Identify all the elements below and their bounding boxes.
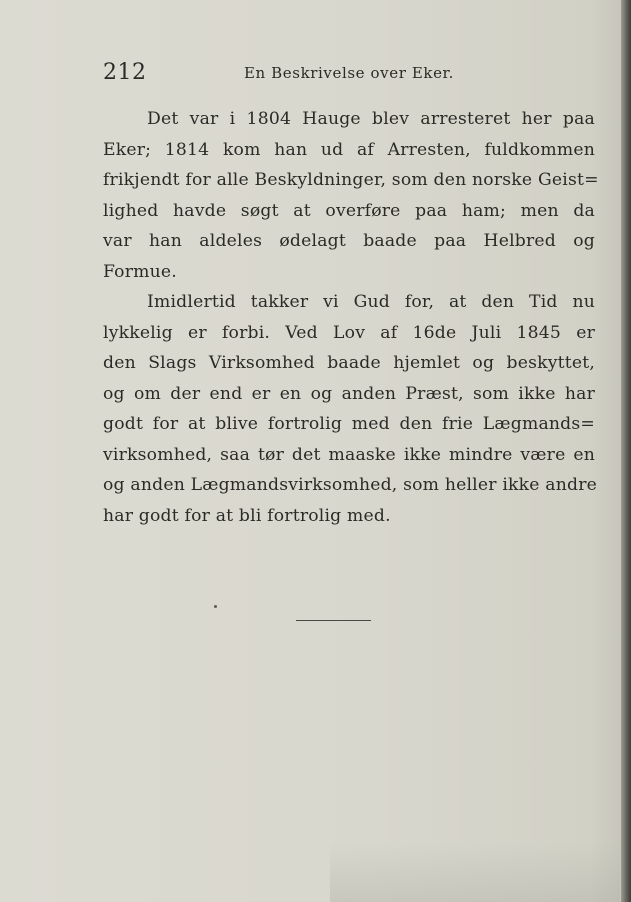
text-line: og anden Lægmandsvirksomhed, som heller ikke andre (103, 475, 598, 495)
page-header (103, 58, 598, 88)
text-line: lykkelig er forbi. Ved Lov af 16de Juli 1845 er (103, 322, 595, 343)
text-line: Eker; 1814 kom han ud af Arresten, fuldkommen (103, 139, 595, 160)
page-number: 212 (103, 60, 147, 85)
paragraph-1 (103, 104, 599, 287)
page-edge-shadow (621, 0, 631, 902)
text-line: og om der end er en og anden Præst, som ikke har (103, 383, 595, 404)
paragraph-2 (103, 287, 598, 531)
end-rule (296, 620, 371, 621)
running-head: En Beskrivelse over Eker. (244, 64, 455, 82)
text-line: frikjendt for alle Beskyldninger, som den norske Geist= (103, 170, 599, 190)
text-line: lighed havde søgt at overføre paa ham; men da (103, 200, 595, 221)
text-line: Imidlertid takker vi Gud for, at den Tid nu (147, 292, 595, 312)
text-line: har godt for at bli fortrolig med. (103, 505, 391, 526)
text-line: var han aldeles ødelagt baade paa Helbred og (103, 231, 595, 251)
text-line: Det var i 1804 Hauge blev arresteret her paa (147, 109, 595, 129)
text-line: godt for at blive fortrolig med den frie Lægmands= (103, 414, 595, 434)
page-smudge (330, 842, 620, 902)
ink-speck (214, 605, 217, 608)
text-line: virksomhed, saa tør det maaske ikke mindre være en (103, 444, 595, 465)
text-line: Formue. (103, 261, 177, 282)
body-text (103, 104, 599, 531)
text-line: den Slags Virksomhed baade hjemlet og beskyttet, (103, 353, 595, 373)
